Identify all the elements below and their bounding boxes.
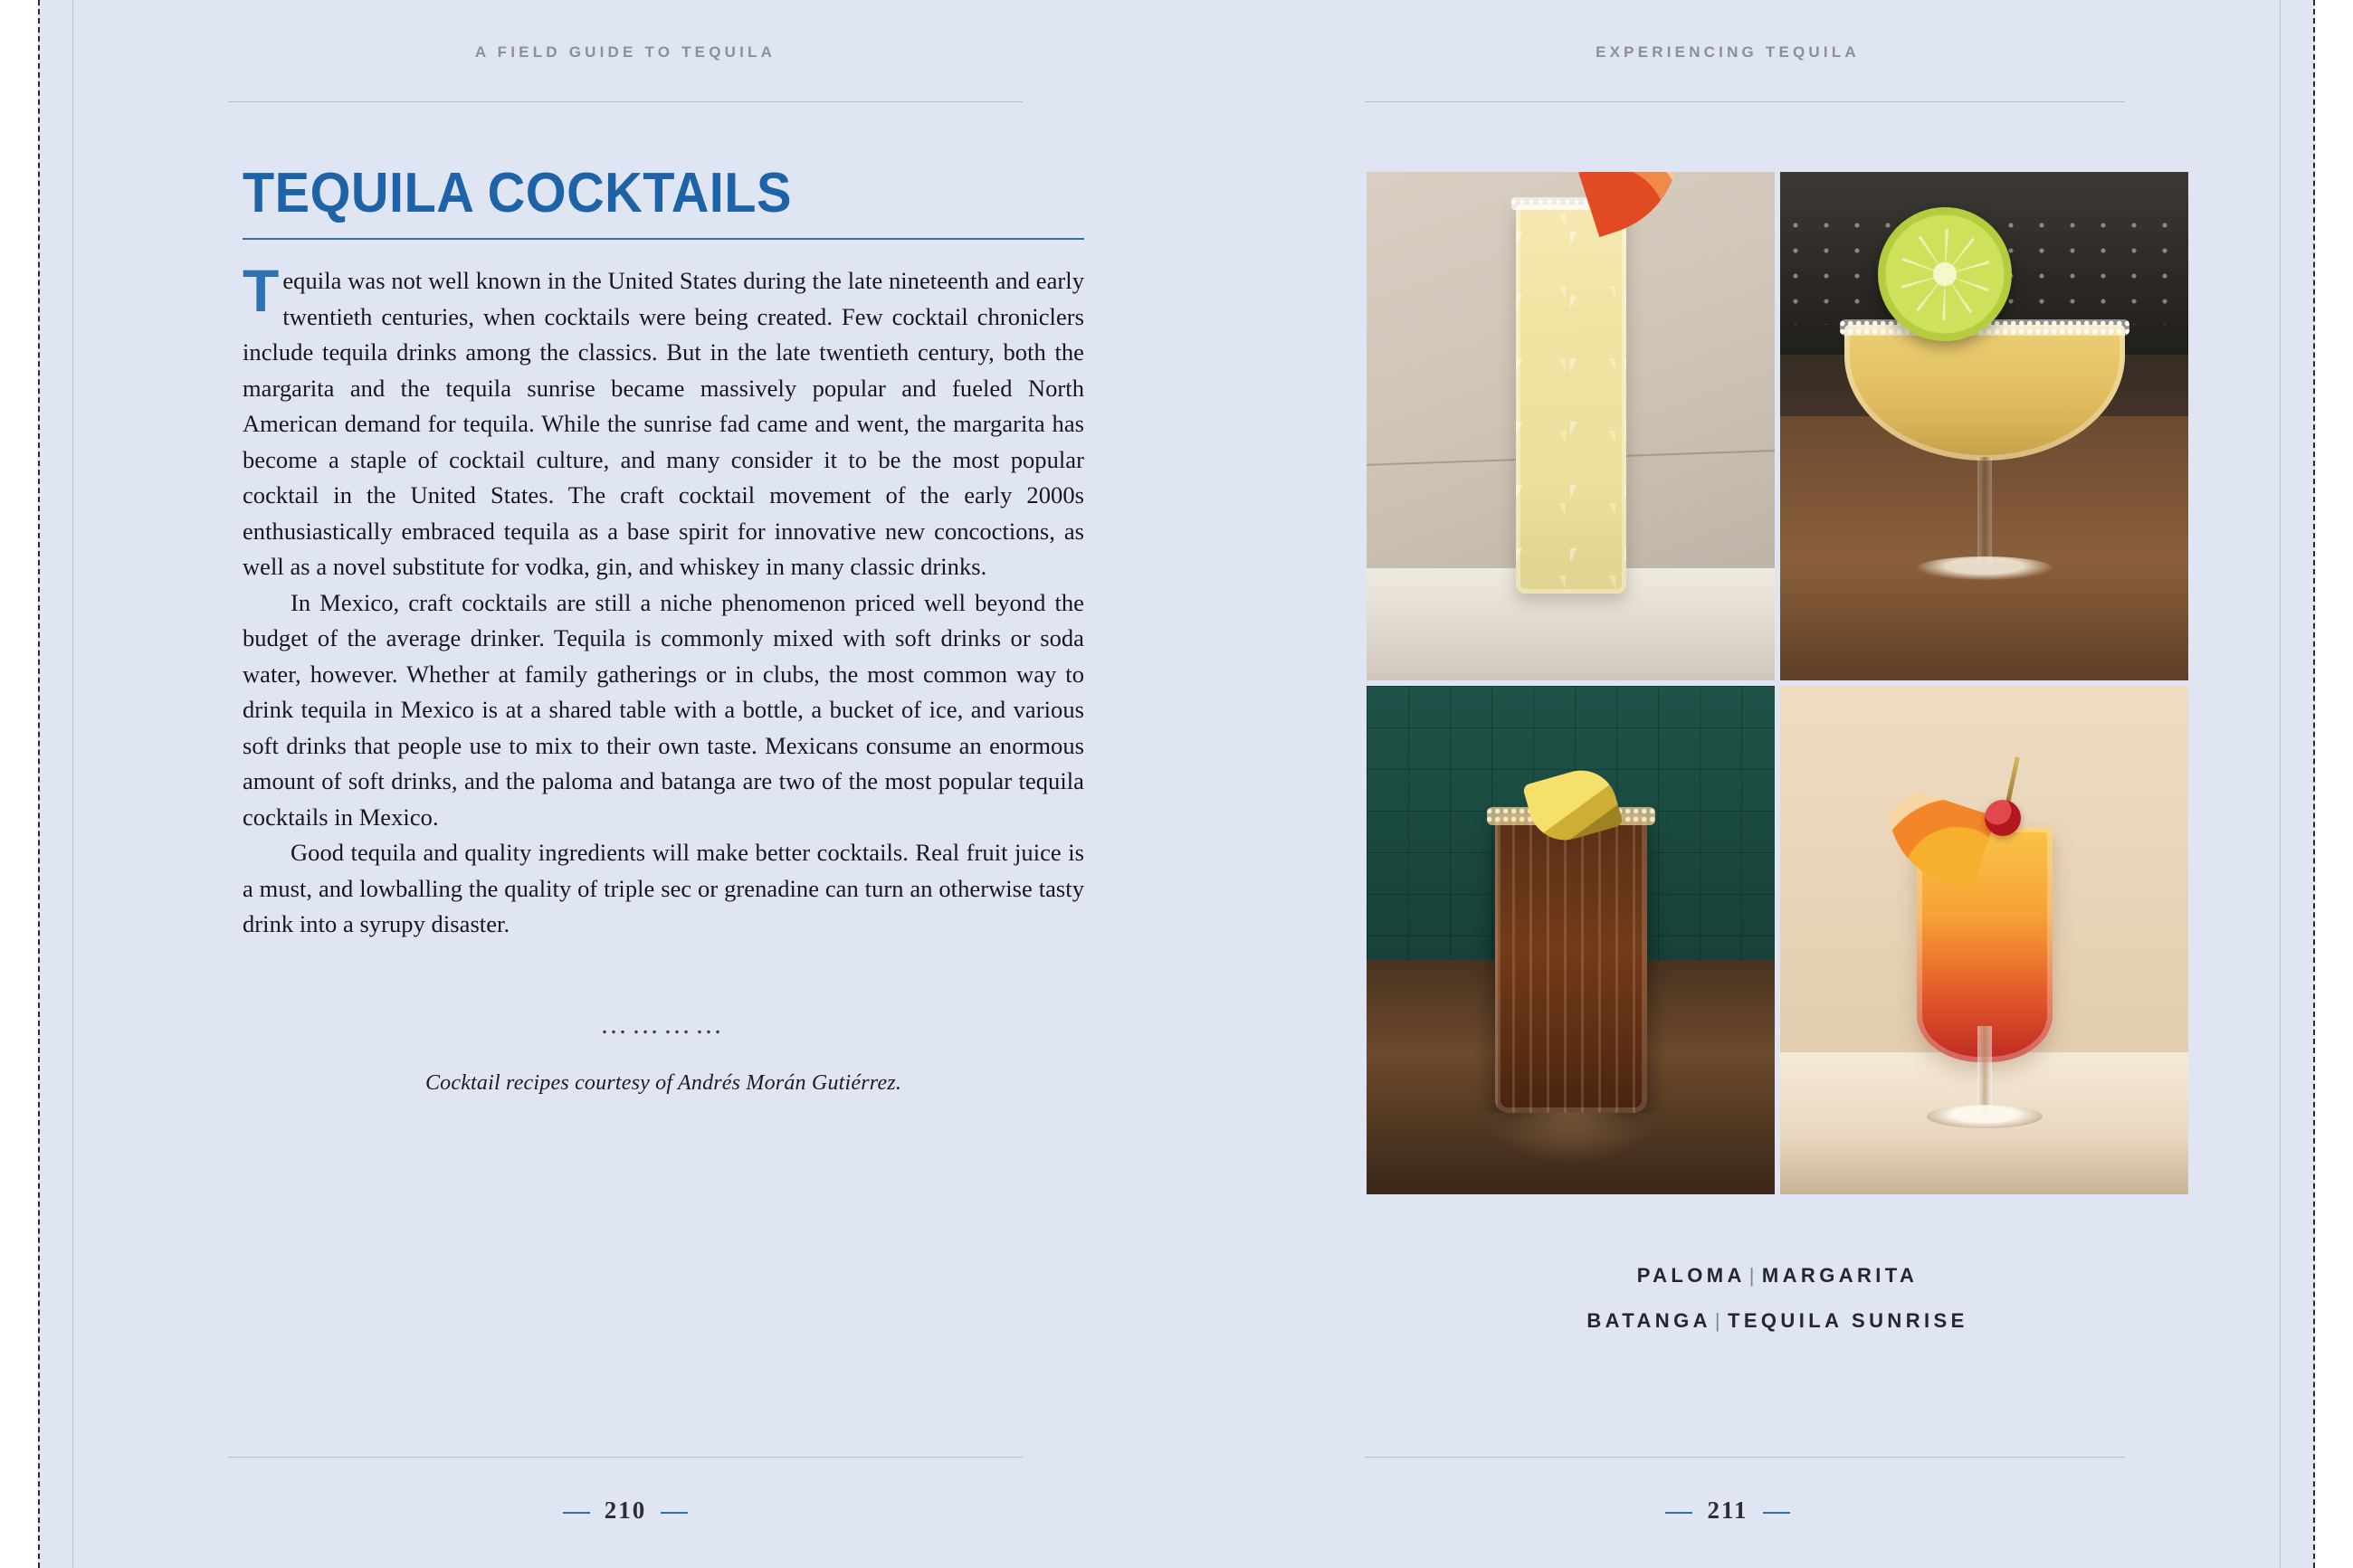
margarita-photo <box>1780 172 2188 680</box>
left-folio-rule <box>228 1457 1023 1458</box>
folio-dash-left-2 <box>1665 1512 1692 1514</box>
cherry-garnish <box>1985 800 2021 836</box>
caption-separator-2: | <box>1714 1309 1724 1332</box>
recipe-credit-line: Cocktail recipes courtesy of Andrés Morán Gutiérrez. <box>424 1070 902 1095</box>
paloma-ice <box>1516 204 1626 594</box>
left-page-edge-rule <box>72 0 73 1568</box>
sunrise-photo <box>1780 686 2188 1194</box>
left-page-number: 210 <box>604 1497 647 1524</box>
left-running-head: A FIELD GUIDE TO TEQUILA <box>474 43 776 61</box>
paloma-photo <box>1367 172 1775 680</box>
folio-dash-right <box>661 1512 688 1514</box>
body-paragraph-2: In Mexico, craft cocktails are still a niche phenomenon priced well beyond the budget of the average drinker. Tequila is commonly mixed with soft drinks or soda water, however. Whether at family gatherings or in clubs, the most common way to drink tequila in Mexico is at a shared table with a bottle, a bucket of ice, and various soft drinks that people use to mix to their own taste. Mexicans consume an enormous amount of soft drinks, and the paloma and batanga are two of the most popular tequila cocktails in Mexico. <box>243 588 1084 831</box>
margarita-coupe-stem <box>1977 457 1992 565</box>
drop-cap: T <box>243 257 280 324</box>
left-page <box>74 0 1176 1568</box>
left-folio <box>74 1497 1176 1525</box>
caption-tequila-sunrise: TEQUILA SUNRISE <box>1728 1309 1968 1332</box>
left-header-rule <box>228 101 1023 102</box>
caption-paloma: PALOMA <box>1636 1264 1746 1287</box>
left-text-column <box>243 161 1084 1096</box>
caption-separator-1: | <box>1748 1264 1758 1287</box>
right-header-rule <box>1365 101 2125 102</box>
right-page-edge-rule <box>2280 0 2281 1568</box>
right-running-head: EXPERIENCING TEQUILA <box>1596 43 1860 61</box>
caption-margarita: MARGARITA <box>1761 1264 1919 1287</box>
right-binding-rule <box>2313 0 2315 1568</box>
right-folio <box>1176 1497 2279 1525</box>
body-paragraph-3: Good tequila and quality ingredients will make better cocktails. Real fruit juice is a must, and lowballing the quality of triple sec or grenadine can turn an otherwise tasty drink into a syrupy disaster. <box>243 839 1084 937</box>
batanga-reflection <box>1481 1113 1662 1164</box>
photo-captions <box>1367 1253 2188 1344</box>
caption-batanga: BATANGA <box>1586 1309 1711 1332</box>
lime-wheel-garnish <box>1878 207 2012 341</box>
caption-line-1 <box>1367 1253 2188 1298</box>
sunrise-glass-stem <box>1977 1026 1992 1113</box>
right-trim-margin <box>2315 0 2353 1568</box>
right-page-number: 211 <box>1707 1497 1748 1524</box>
left-binding-rule <box>38 0 40 1568</box>
right-folio-rule <box>1365 1457 2125 1458</box>
cocktail-photo-grid <box>1367 172 2188 1194</box>
folio-dash-right-2 <box>1763 1512 1790 1514</box>
sunrise-glass-foot <box>1927 1105 2043 1128</box>
body-paragraph-1-text: equila was not well known in the United States during the late nineteenth and early twentieth centuries, when cocktails were being created. Few cocktail chroniclers include tequila drinks among the classics. But in the late twentieth century, both the margarita and the tequila sunrise became massively popular and fueled North American demand for tequila. While the sunrise fad came and went, the margarita has become a staple of cocktail culture, and many consider it to be the most popular cocktail in the United States. The craft cocktail movement of the early 2000s enthusiastically embraced tequila as a base spirit for innovative new concoctions, as well as a novel substitute for vodka, gin, and whiskey in many classic drinks. <box>243 267 1084 580</box>
right-page <box>1176 0 2279 1568</box>
batanga-photo <box>1367 686 1775 1194</box>
caption-line-2 <box>1367 1298 2188 1344</box>
left-trim-margin <box>0 0 38 1568</box>
section-divider-dots: ………… <box>600 1009 727 1040</box>
title-underline-rule <box>243 238 1084 240</box>
folio-dash-left <box>563 1512 590 1514</box>
margarita-coupe-foot <box>1917 556 2053 580</box>
page-title: TEQUILA COCKTAILS <box>243 162 792 224</box>
body-paragraph-1 <box>243 257 1084 585</box>
batanga-glass-flutes <box>1495 814 1647 1113</box>
